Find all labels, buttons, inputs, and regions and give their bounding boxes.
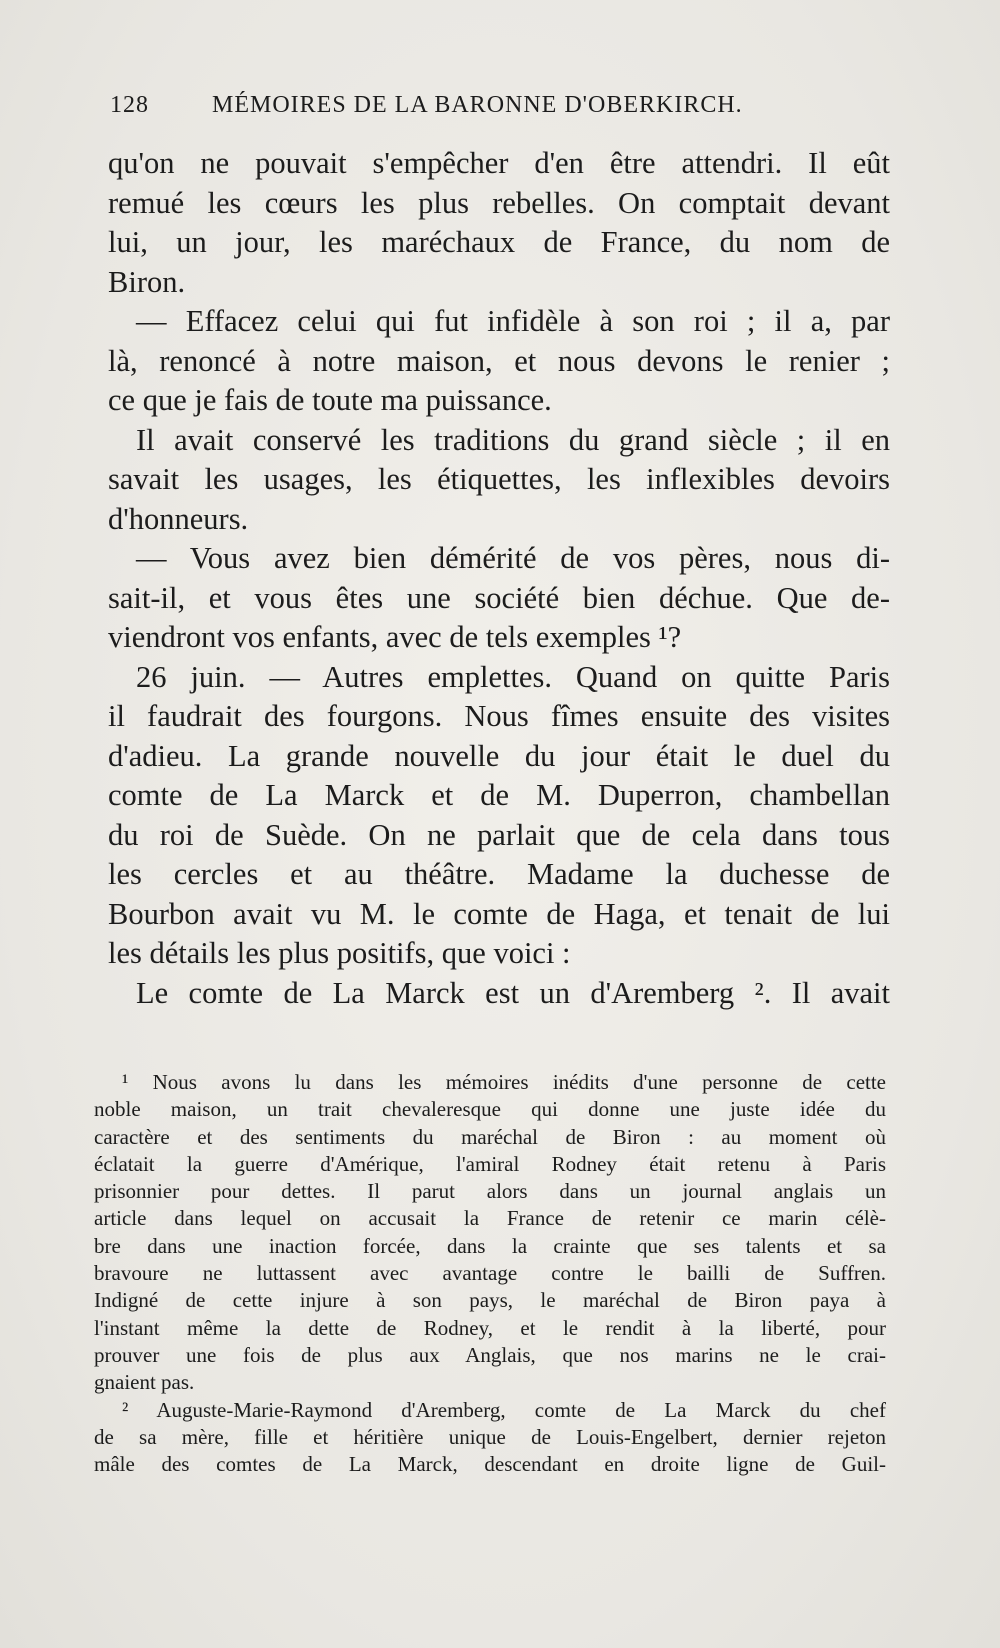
text-line: comte de La Marck et de M. Duperron, chambellan: [108, 778, 890, 812]
text-line: Il avait conservé les traditions du grand siècle ; il en: [136, 422, 890, 457]
text-line: Bourbon avait vu M. le comte de Haga, et tenait de lui: [108, 896, 890, 931]
text-line: viendront vos enfants, avec de tels exemples ¹?: [108, 620, 682, 654]
text-line: savait les usages, les étiquettes, les inflexibles devoirs: [108, 462, 890, 496]
text-line: les détails les plus positifs, que voici :: [108, 936, 571, 970]
text-line: 26 juin. — Autres emplettes. Quand on quitte Paris: [136, 659, 890, 694]
footnote-line: article dans lequel on accusait la France de retenir ce marin célè-: [94, 1206, 886, 1231]
text-line: il faudrait des fourgons. Nous fîmes ensuite des visites: [108, 699, 890, 733]
footnote-line: l'instant même la dette de Rodney, et le rendit à la liberté, pour: [94, 1315, 886, 1340]
footnote-line: mâle des comtes de La Marck, descendant en droite ligne de Guil-: [94, 1452, 886, 1477]
footnote-line: prouver une fois de plus aux Anglais, que nos marins ne le crai-: [94, 1342, 886, 1367]
text-line: — Vous avez bien démérité de vos pères, nous di-: [136, 541, 890, 575]
footnote-line: ¹ Nous avons lu dans les mémoires inédits d'une personne de cette: [122, 1070, 886, 1094]
text-line: d'adieu. La grande nouvelle du jour était le duel du: [108, 738, 890, 773]
text-line: d'honneurs.: [108, 501, 249, 536]
footnote-line: de sa mère, fille et héritière unique de Louis-Engelbert, dernier rejeton: [94, 1424, 886, 1449]
footnotes: [94, 1069, 886, 1478]
running-title: MÉMOIRES DE LA BARONNE D'OBERKIRCH.: [212, 92, 743, 118]
footnote-line: noble maison, un trait chevaleresque qui donne une juste idée du: [94, 1097, 886, 1122]
text-line: Le comte de La Marck est un d'Aremberg ². Il avait: [136, 975, 890, 1010]
footnote-line: caractère et des sentiments du maréchal de Biron : au moment où: [94, 1124, 886, 1149]
footnote-line: prisonnier pour dettes. Il parut alors dans un journal anglais un: [94, 1179, 886, 1204]
main-text: [108, 144, 890, 1013]
text-line: ce que je fais de toute ma puissance.: [108, 383, 552, 417]
footnote-line: bre dans une inaction forcée, dans la crainte que ses talents et sa: [94, 1233, 886, 1258]
footnote-line: ² Auguste-Marie-Raymond d'Aremberg, comte de La Marck du chef: [122, 1397, 886, 1422]
text-line: remué les cœurs les plus rebelles. On comptait devant: [108, 185, 890, 220]
footnote-line: éclatait la guerre d'Amérique, l'amiral Rodney était retenu à Paris: [94, 1151, 886, 1176]
text-line: les cercles et au théâtre. Madame la duchesse de: [108, 857, 890, 891]
text-line: là, renoncé à notre maison, et nous devons le renier ;: [108, 343, 890, 378]
footnote-line: Indigné de cette injure à son pays, le maréchal de Biron paya à: [94, 1288, 886, 1313]
text-line: Biron.: [108, 264, 186, 299]
text-line: lui, un jour, les maréchaux de France, du nom de: [108, 225, 890, 259]
text-line: qu'on ne pouvait s'empêcher d'en être attendri. Il eût: [108, 146, 890, 180]
text-line: sait-il, et vous êtes une société bien déchue. Que de-: [108, 580, 890, 615]
text-line: du roi de Suède. On ne parlait que de cela dans tous: [108, 817, 890, 852]
text-line: — Effacez celui qui fut infidèle à son roi ; il a, par: [136, 304, 890, 338]
footnote-line: bravoure ne luttassent avec avantage contre le bailli de Suffren.: [94, 1261, 886, 1286]
page-number: 128: [110, 92, 149, 118]
page-header: [110, 92, 810, 128]
footnote-line: gnaient pas.: [94, 1370, 195, 1395]
